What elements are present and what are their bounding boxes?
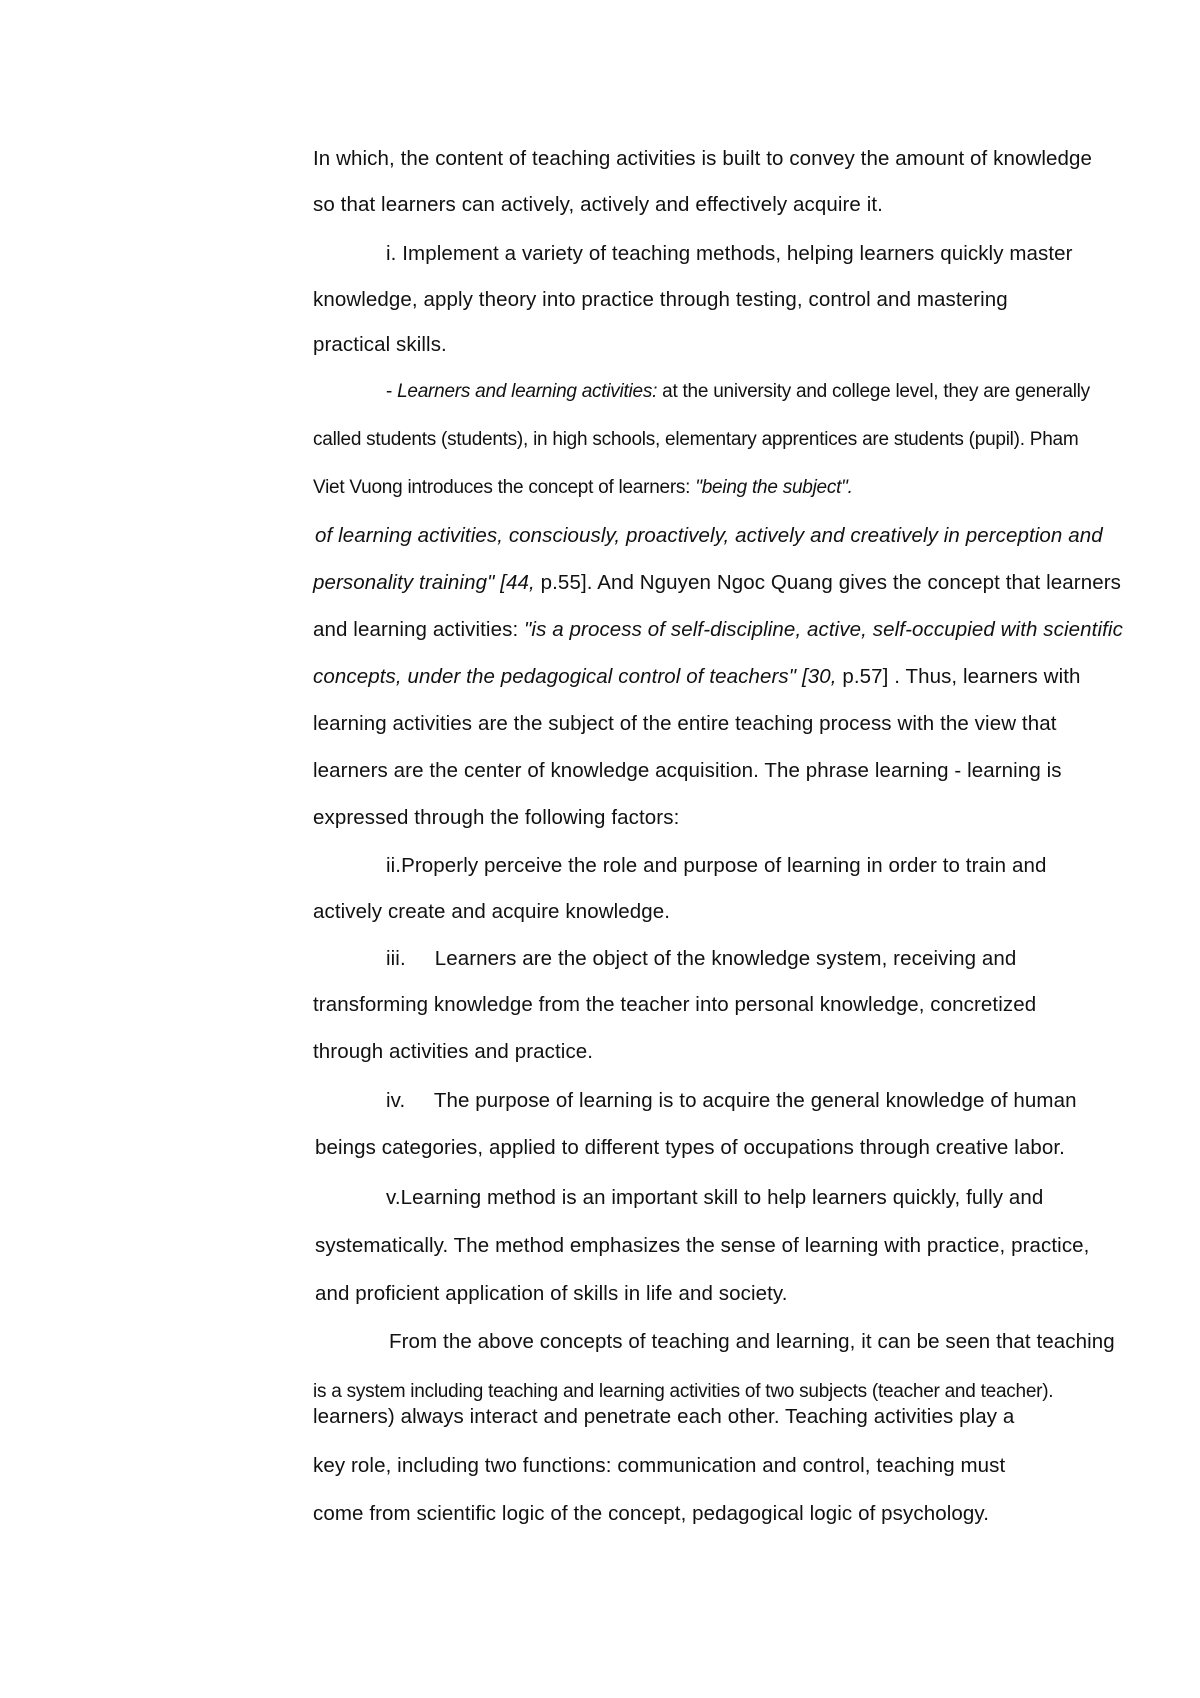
italic-segment: concepts, under the pedagogical control of teachers" [30, — [313, 665, 843, 688]
text-line — [313, 618, 1123, 642]
text-line — [315, 1282, 788, 1306]
text-segment: learning activities are the subject of the entire teaching process with the view that — [313, 712, 1057, 735]
text-segment: key role, including two functions: communication and control, teaching must — [313, 1454, 1006, 1477]
text-segment: p.55]. And Nguyen Ngoc Quang gives the concept that learners — [540, 571, 1122, 594]
list-item-iii — [386, 947, 1016, 971]
text-segment: expressed through the following factors: — [313, 806, 680, 829]
text-line — [313, 665, 1081, 689]
text-line — [313, 1380, 1053, 1404]
text-segment: learners) always interact and penetrate each other. Teaching activities play a — [313, 1405, 1015, 1428]
text-line — [313, 147, 1092, 171]
text-line — [315, 1234, 1089, 1258]
paragraph-conclusion — [389, 1330, 1115, 1354]
text-segment: at the university and college level, they are generally — [657, 381, 1090, 402]
text-segment: and proficient application of skills in life and society. — [315, 1282, 788, 1305]
text-segment: iii. Learners are the object of the knowledge system, receiving and — [386, 947, 1017, 970]
text-segment: p.57] . Thus, learners with — [842, 665, 1081, 688]
text-line — [313, 1405, 1014, 1429]
text-line — [313, 428, 1078, 452]
text-segment: Viet Vuong introduces the concept of learners: — [313, 477, 696, 498]
text-segment: practical skills. — [313, 333, 447, 356]
text-line — [313, 288, 1008, 312]
text-segment: beings categories, applied to different types of occupations through creative labor. — [315, 1136, 1065, 1159]
text-line — [313, 1502, 989, 1526]
text-segment: come from scientific logic of the concept, pedagogical logic of psychology. — [313, 1502, 990, 1525]
text-segment: and learning activities: — [313, 618, 525, 641]
text-segment: In which, the content of teaching activities is built to convey the amount of knowledge — [313, 147, 1093, 170]
text-segment: From the above concepts of teaching and learning, it can be seen that teaching — [389, 1330, 1115, 1353]
text-segment: - — [386, 381, 398, 402]
text-segment: ii.Properly perceive the role and purpose of learning in order to train and — [386, 854, 1047, 877]
text-line — [313, 333, 447, 357]
text-segment: through activities and practice. — [313, 1040, 594, 1063]
text-line — [313, 1040, 593, 1064]
text-line — [313, 900, 670, 924]
text-line — [313, 193, 883, 217]
italic-segment: personality training" [44, — [313, 571, 541, 594]
italic-segment: of learning activities, consciously, proactively, actively and creatively in perception and — [315, 524, 1103, 547]
list-item-i — [386, 242, 1073, 266]
text-segment: knowledge, apply theory into practice through testing, control and mastering — [313, 288, 1008, 311]
text-line — [315, 524, 1103, 548]
italic-segment: Learners and learning activities: — [397, 381, 658, 402]
text-segment: is a system including teaching and learning activities of two subjects (teacher and teacher). — [313, 1381, 1054, 1402]
text-segment: learners are the center of knowledge acquisition. The phrase learning - learning is — [313, 759, 1062, 782]
italic-segment: "being the subject". — [695, 477, 853, 498]
text-segment: transforming knowledge from the teacher into personal knowledge, concretized — [313, 993, 1037, 1016]
text-segment: so that learners can actively, actively and effectively acquire it. — [313, 193, 883, 216]
list-item-v — [386, 1186, 1043, 1210]
text-line — [313, 571, 1121, 595]
text-segment: actively create and acquire knowledge. — [313, 900, 671, 923]
text-line — [315, 1136, 1065, 1160]
text-segment: called students (students), in high schools, elementary apprentices are students (pupil). Pham — [313, 429, 1079, 450]
text-segment: iv. The purpose of learning is to acquire the general knowledge of human — [386, 1089, 1077, 1112]
text-segment: systematically. The method emphasizes the sense of learning with practice, practice, — [315, 1234, 1090, 1257]
list-item-iv — [386, 1089, 1077, 1113]
text-line — [313, 712, 1057, 736]
list-item-ii — [386, 854, 1046, 878]
text-line — [313, 476, 853, 500]
text-segment: v.Learning method is an important skill to help learners quickly, fully and — [386, 1186, 1044, 1209]
text-line — [313, 759, 1062, 783]
paragraph-learners — [386, 380, 1090, 404]
text-line — [313, 1454, 1005, 1478]
text-segment: i. Implement a variety of teaching methods, helping learners quickly master — [386, 242, 1073, 265]
italic-segment: "is a process of self-discipline, active, self-occupied with scientific — [524, 618, 1123, 641]
text-line — [313, 806, 679, 830]
text-line — [313, 993, 1036, 1017]
